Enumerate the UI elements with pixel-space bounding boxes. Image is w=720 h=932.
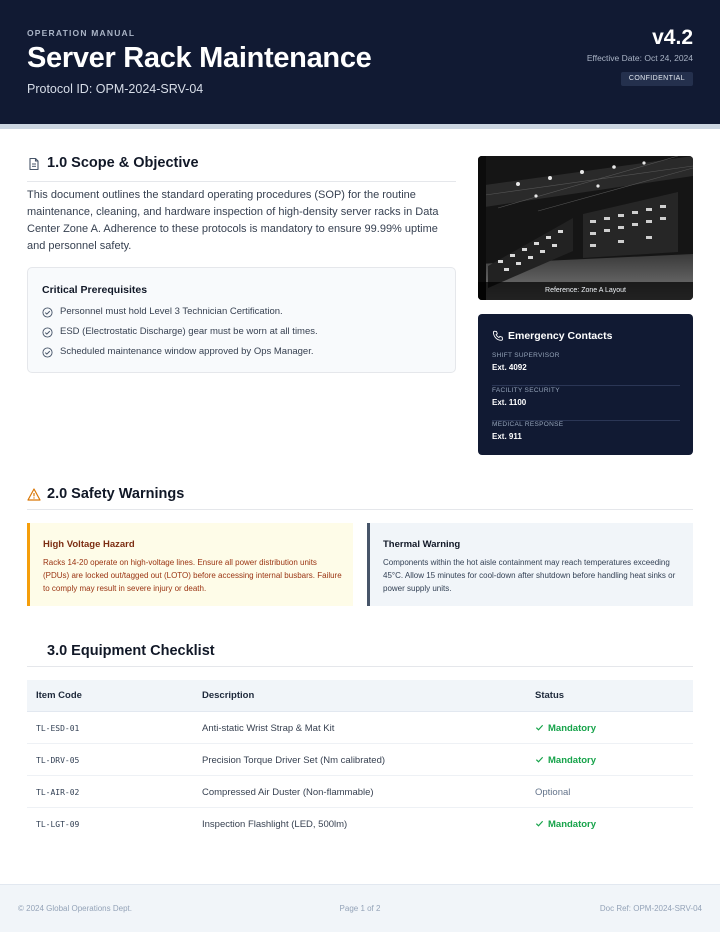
data-center-photo [478, 156, 693, 300]
check-circle-icon [42, 307, 53, 318]
protocol-id: Protocol ID: OPM-2024-SRV-04 [27, 82, 204, 96]
contact-role: MEDICAL RESPONSE [492, 421, 564, 428]
contact-row [492, 387, 680, 421]
high-voltage-warning [27, 523, 353, 606]
header-eyebrow: OPERATION MANUAL [27, 28, 136, 38]
warning-body: Components within the hot aisle containment may reach temperatures exceeding 45°C. Allow 15 minutes for cool-down after shutdown before handling heat sinks or power supply units. [383, 558, 676, 593]
item-description: Precision Torque Driver Set (Nm calibrated) [202, 755, 386, 766]
prerequisite-text: Scheduled maintenance window approved by Ops Manager. [60, 346, 314, 357]
item-code: TL-ESD-01 [36, 724, 80, 733]
safety-section-title: 2.0 Safety Warnings [47, 486, 185, 502]
column-header-status: Status [535, 690, 565, 701]
server-room-image [478, 156, 693, 300]
item-description: Inspection Flashlight (LED, 500lm) [202, 819, 348, 830]
scope-section-header [27, 156, 456, 182]
warning-title: High Voltage Hazard [43, 539, 135, 550]
scope-section-title: 1.0 Scope & Objective [47, 155, 199, 171]
item-status: Optional [535, 787, 571, 798]
version-number: v4.2 [652, 26, 693, 49]
contact-extension: Ext. 4092 [492, 363, 527, 372]
emergency-contacts-card [478, 314, 693, 455]
equipment-table [27, 680, 693, 840]
photo-caption: Reference: Zone A Layout [478, 282, 693, 300]
checkmark-icon [535, 723, 544, 732]
column-header-description: Description [202, 690, 255, 701]
table-row [27, 776, 693, 808]
item-code: TL-DRV-05 [36, 756, 80, 765]
equipment-section-header [27, 642, 693, 667]
check-circle-icon [42, 347, 53, 358]
header-divider [0, 124, 720, 129]
effective-date: Effective Date: Oct 24, 2024 [586, 53, 693, 63]
column-header-item-code: Item Code [36, 690, 82, 701]
safety-section-header [27, 486, 693, 510]
status-label: Mandatory [548, 755, 597, 766]
item-description: Anti-static Wrist Strap & Mat Kit [202, 723, 335, 734]
footer-doc-ref: Doc Ref: OPM-2024-SRV-04 [599, 904, 702, 913]
document-icon [27, 157, 41, 171]
warning-triangle-icon [27, 488, 41, 501]
contact-extension: Ext. 1100 [492, 398, 527, 407]
contact-extension: Ext. 911 [492, 432, 522, 441]
status-label: Mandatory [548, 819, 597, 830]
contact-row [492, 421, 680, 455]
prerequisites-title: Critical Prerequisites [42, 284, 148, 296]
equipment-section-title: 3.0 Equipment Checklist [47, 643, 215, 659]
scope-paragraph: This document outlines the standard operating procedures (SOP) for the routine maintenance, cleaning, and hardware inspection of high-density server racks in Data Center Zone A. Adherence to these protocols is mandatory to ensure 99.99% uptime and personnel safety. [27, 189, 439, 252]
status-label: Mandatory [548, 723, 597, 734]
table-row [27, 744, 693, 776]
emergency-contacts-title: Emergency Contacts [508, 330, 613, 342]
table-row [27, 808, 693, 840]
thermal-warning [367, 523, 693, 606]
item-status [535, 755, 596, 766]
item-code: TL-AIR-02 [36, 788, 80, 797]
table-row [27, 712, 693, 744]
warning-title: Thermal Warning [383, 539, 461, 550]
confidential-badge: CONFIDENTIAL [621, 72, 693, 86]
footer-copyright: © 2024 Global Operations Dept. [18, 904, 132, 913]
contact-role: SHIFT SUPERVISOR [492, 352, 560, 359]
check-circle-icon [42, 327, 53, 338]
checkmark-icon [535, 755, 544, 764]
checkmark-icon [535, 819, 544, 828]
contact-row [492, 352, 680, 386]
item-code: TL-LGT-09 [36, 820, 80, 829]
item-status [535, 723, 596, 734]
contact-role: FACILITY SECURITY [492, 387, 560, 394]
prerequisites-box [27, 267, 456, 373]
footer-page-number: Page 1 of 2 [339, 904, 381, 913]
prerequisite-text: Personnel must hold Level 3 Technician Certification. [60, 306, 283, 317]
page-footer [0, 884, 720, 932]
item-status [535, 819, 596, 830]
item-description: Compressed Air Duster (Non-flammable) [202, 787, 374, 798]
page-title: Server Rack Maintenance [27, 42, 372, 74]
warning-body: Racks 14-20 operate on high-voltage lines. Ensure all power distribution units (PDUs) are locked out/tagged out (LOTO) before accessing internal busbars. Failure to comply may result in severe injury or death. [43, 558, 342, 593]
prerequisite-text: ESD (Electrostatic Discharge) gear must be worn at all times. [60, 326, 318, 337]
phone-icon [492, 330, 504, 342]
table-header [27, 680, 693, 712]
document-header [0, 0, 720, 124]
